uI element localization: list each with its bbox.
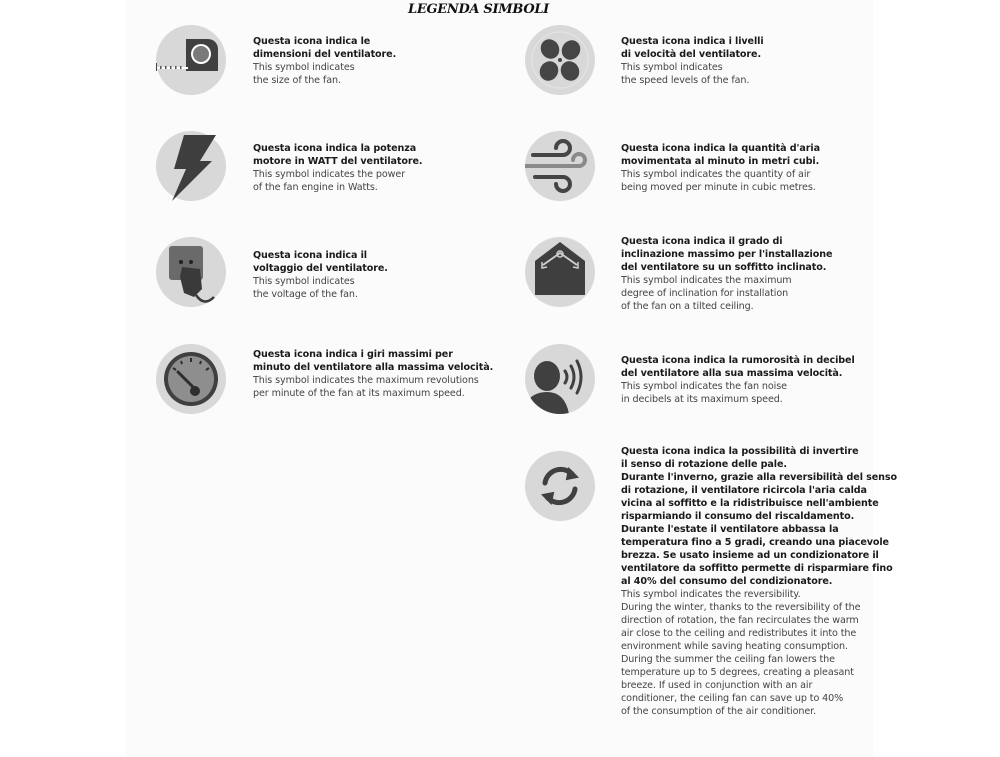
italian-line: Questa icona indica la quantità d'aria	[621, 143, 820, 154]
english-line: During the winter, thanks to the reversibility of the	[621, 602, 861, 613]
english-line: the voltage of the fan.	[253, 289, 358, 300]
english-line: This symbol indicates	[253, 62, 355, 73]
italian-line: Questa icona indica i giri massimi per	[253, 349, 453, 360]
lightning-bolt-icon	[156, 131, 226, 201]
plug-socket-icon	[156, 237, 226, 307]
english-line: of the consumption of the air conditioner.	[621, 706, 817, 717]
italian-line: Questa icona indica la potenza	[253, 143, 417, 154]
italian-line: al 40% del consumo del condizionatore.	[621, 576, 833, 587]
english-line: the size of the fan.	[253, 75, 341, 86]
english-line: direction of rotation, the fan recirculates the warm	[621, 615, 859, 626]
italian-line: Questa icona indica la possibilità di invertire	[621, 446, 859, 457]
english-line: This symbol indicates	[621, 62, 723, 73]
english-line: During the summer the ceiling fan lowers the	[621, 654, 835, 665]
noise-listener-icon	[525, 344, 595, 414]
english-line: This symbol indicates the power	[253, 169, 406, 180]
italian-line: brezza. Se usato insieme ad un condizionatore il	[621, 550, 879, 561]
italian-line: risparmiando il consumo del riscaldamento.	[621, 511, 855, 522]
english-line: temperature up to 5 degrees, creating a pleasant	[621, 667, 854, 678]
italian-line: motore in WATT del ventilatore.	[253, 156, 423, 167]
english-line: degree of inclination for installation	[621, 288, 789, 299]
italian-line: di rotazione, il ventilatore ricircola l'aria calda	[621, 485, 867, 496]
english-line: air close to the ceiling and redistributes it into the	[621, 628, 857, 639]
english-line: being moved per minute in cubic metres.	[621, 182, 816, 193]
italian-line: di velocità del ventilatore.	[621, 49, 762, 60]
english-line: conditioner, the ceiling fan can save up to 40%	[621, 693, 844, 704]
italian-line: temperatura fino a 5 gradi, creando una piacevole	[621, 537, 889, 548]
fan-blades-icon	[525, 25, 595, 95]
italian-line: dimensioni del ventilatore.	[253, 49, 397, 60]
italian-line: movimentata al minuto in metri cubi.	[621, 156, 820, 167]
english-line: This symbol indicates the maximum revolutions	[253, 375, 479, 386]
wind-icon	[525, 131, 595, 201]
english-line: the speed levels of the fan.	[621, 75, 750, 86]
italian-line: voltaggio del ventilatore.	[253, 263, 388, 274]
english-line: per minute of the fan at its maximum speed.	[253, 388, 465, 399]
italian-line: del ventilatore su un soffitto inclinato.	[621, 262, 827, 273]
reverse-rotation-icon	[525, 451, 595, 521]
italian-line: ventilatore da soffitto permette di risparmiare fino	[621, 563, 893, 574]
italian-line: Questa icona indica il grado di	[621, 236, 783, 247]
italian-line: del ventilatore alla sua massima velocità.	[621, 368, 843, 379]
english-line: This symbol indicates the fan noise	[621, 381, 787, 392]
italian-line: Durante l'inverno, grazie alla reversibilità del senso	[621, 472, 897, 483]
italian-line: Questa icona indica il	[253, 250, 367, 261]
english-line: breeze. If used in conjunction with an air	[621, 680, 813, 691]
italian-line: vicina al soffitto e la ridistribuisce nell'ambiente	[621, 498, 879, 509]
english-line: This symbol indicates the quantity of air	[621, 169, 811, 180]
english-line: of the fan engine in Watts.	[253, 182, 378, 193]
english-line: environment while saving heating consumption.	[621, 641, 848, 652]
italian-line: minuto del ventilatore alla massima velocità.	[253, 362, 494, 373]
tilted-ceiling-icon	[525, 237, 595, 307]
speedometer-icon	[156, 344, 226, 414]
tape-measure-icon	[156, 25, 226, 95]
italian-line: Questa icona indica le	[253, 36, 371, 47]
italian-line: Questa icona indica i livelli	[621, 36, 764, 47]
italian-line: il senso di rotazione delle pale.	[621, 459, 787, 470]
page-title: LEGENDA SIMBOLI	[408, 2, 549, 17]
english-line: This symbol indicates the reversibility.	[621, 589, 801, 600]
italian-line: Durante l'estate il ventilatore abbassa la	[621, 524, 839, 535]
italian-line: Questa icona indica la rumorosità in decibel	[621, 355, 855, 366]
english-line: This symbol indicates the maximum	[621, 275, 792, 286]
english-line: This symbol indicates	[253, 276, 355, 287]
english-line: of the fan on a tilted ceiling.	[621, 301, 754, 312]
italian-line: inclinazione massimo per l'installazione	[621, 249, 833, 260]
english-line: in decibels at its maximum speed.	[621, 394, 783, 405]
